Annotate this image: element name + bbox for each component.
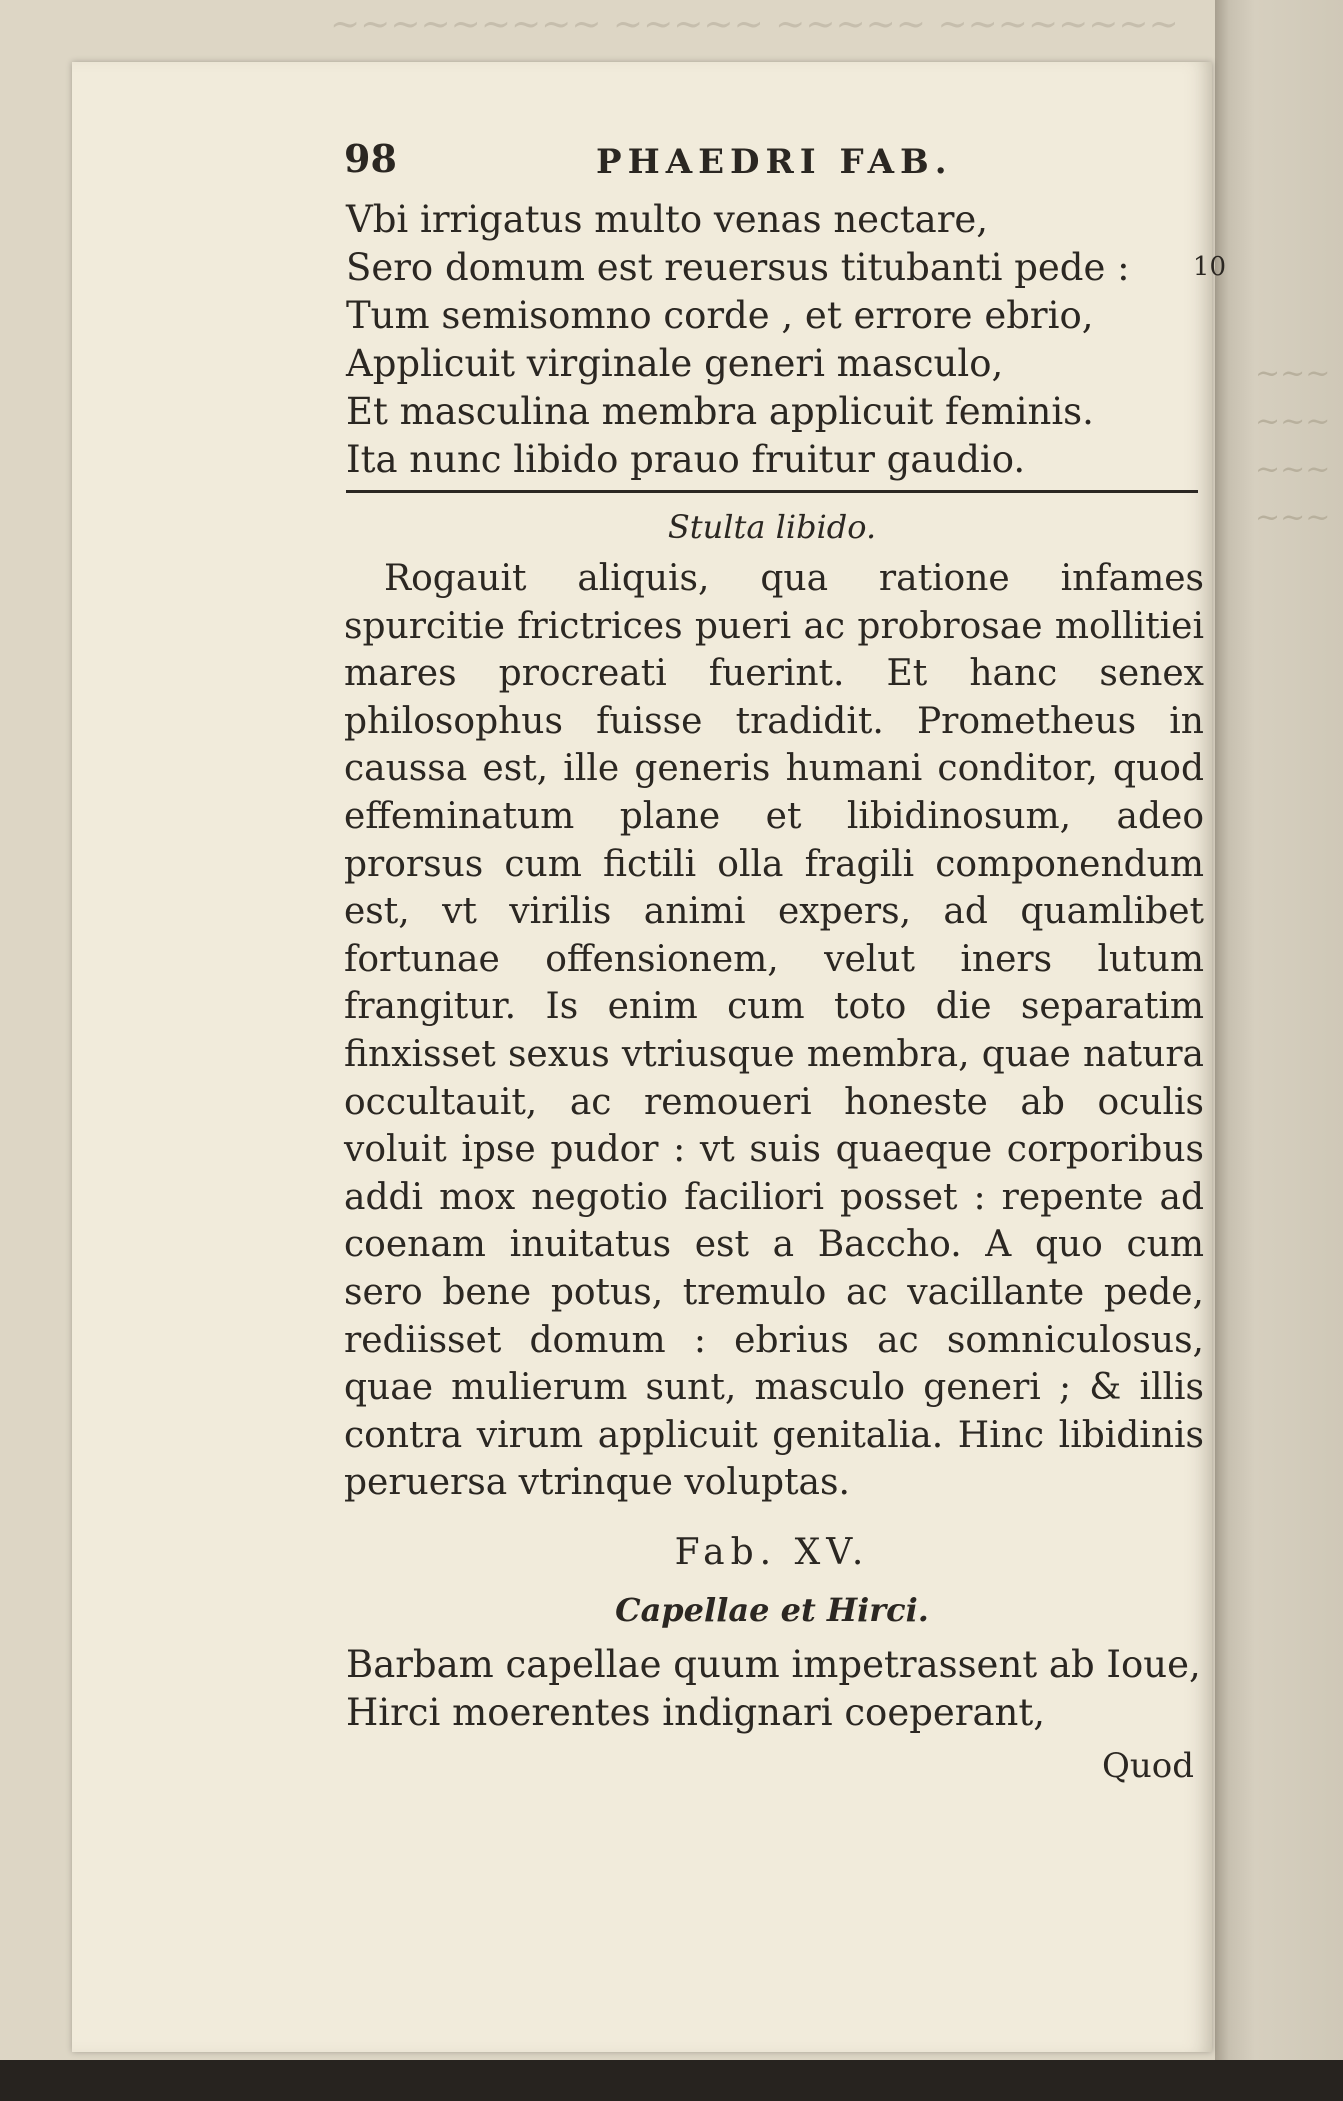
verse-block-bottom bbox=[346, 1641, 1206, 1737]
verse-line: Ita nunc libido prauo fruitur gaudio. bbox=[346, 438, 1026, 481]
page-content bbox=[262, 136, 1226, 1791]
fable-heading: Fab. XV. bbox=[674, 1531, 870, 1573]
verse-line: Barbam capellae quum impetrassent ab Ioue, bbox=[346, 1642, 1201, 1686]
commentary-text: Rogauit aliquis, qua ratione infames spurcitie frictrices pueri ac probrosae mollitiei mares procreati fuerint. Et hanc senex philosophus fuisse tradidit. Prometheus in caussa est, ille generis humani conditor, quod effeminatum plane et libidinosum, adeo prorsus cum fictili olla fragili componendum est, vt virilis animi expers, ad quamlibet fortunae offensionem, velut iners lutum frangitur. Is enim cum toto die separatim finxisset sexus vtriusque membra, quae natura occultauit, ac remoueri honeste ab oculis voluit ipse pudor : vt suis quaeque corporibus addi mox negotio faciliori posset : repente ad coenam inuitatus est a Baccho. A quo cum sero bene potus, tremulo ac vacillante pede, rediisset domum : ebrius ac somniculosus, quae mulierum sunt, masculo generi ; & illis contra virum applicuit genitalia. Hinc libidinis peruersa vtrinque voluptas. bbox=[344, 558, 1204, 1504]
page-number: 98 bbox=[344, 136, 397, 181]
running-title: PHAEDRI FAB. bbox=[596, 142, 953, 182]
line-number: 10 bbox=[1192, 252, 1226, 282]
verse-line: Sero domum est reuersus titubanti pede : bbox=[346, 246, 1130, 289]
fable-subtitle: Capellae et Hirci. bbox=[615, 1590, 929, 1629]
verse-line: Vbi irrigatus multo venas nectare, bbox=[346, 198, 989, 241]
scan-bottom-edge bbox=[0, 2060, 1343, 2101]
running-head bbox=[262, 136, 1192, 196]
section-rule bbox=[346, 490, 1198, 493]
verse-line: Tum semisomno corde , et errore ebrio, bbox=[346, 294, 1094, 337]
adjacent-page-edge bbox=[1215, 0, 1343, 2101]
bleed-through-text: ~~~~~~~~~ ~~~~~ ~~~~~ ~~~~~~~~ bbox=[330, 4, 1179, 45]
catchword: Quod bbox=[1101, 1745, 1194, 1786]
book-page bbox=[72, 62, 1226, 2052]
verse-line: Et masculina membra applicuit feminis. bbox=[346, 390, 1094, 433]
verse-block-top bbox=[346, 196, 1226, 484]
verse-line: Applicuit virginale generi masculo, bbox=[346, 342, 1004, 385]
adjacent-page-bleed: ~~~ ~~~ ~~~ ~~~ bbox=[1255, 356, 1331, 535]
verse-line: Hirci moerentes indignari coeperant, bbox=[346, 1690, 1046, 1734]
commentary-title: Stulta libido. bbox=[667, 508, 877, 546]
